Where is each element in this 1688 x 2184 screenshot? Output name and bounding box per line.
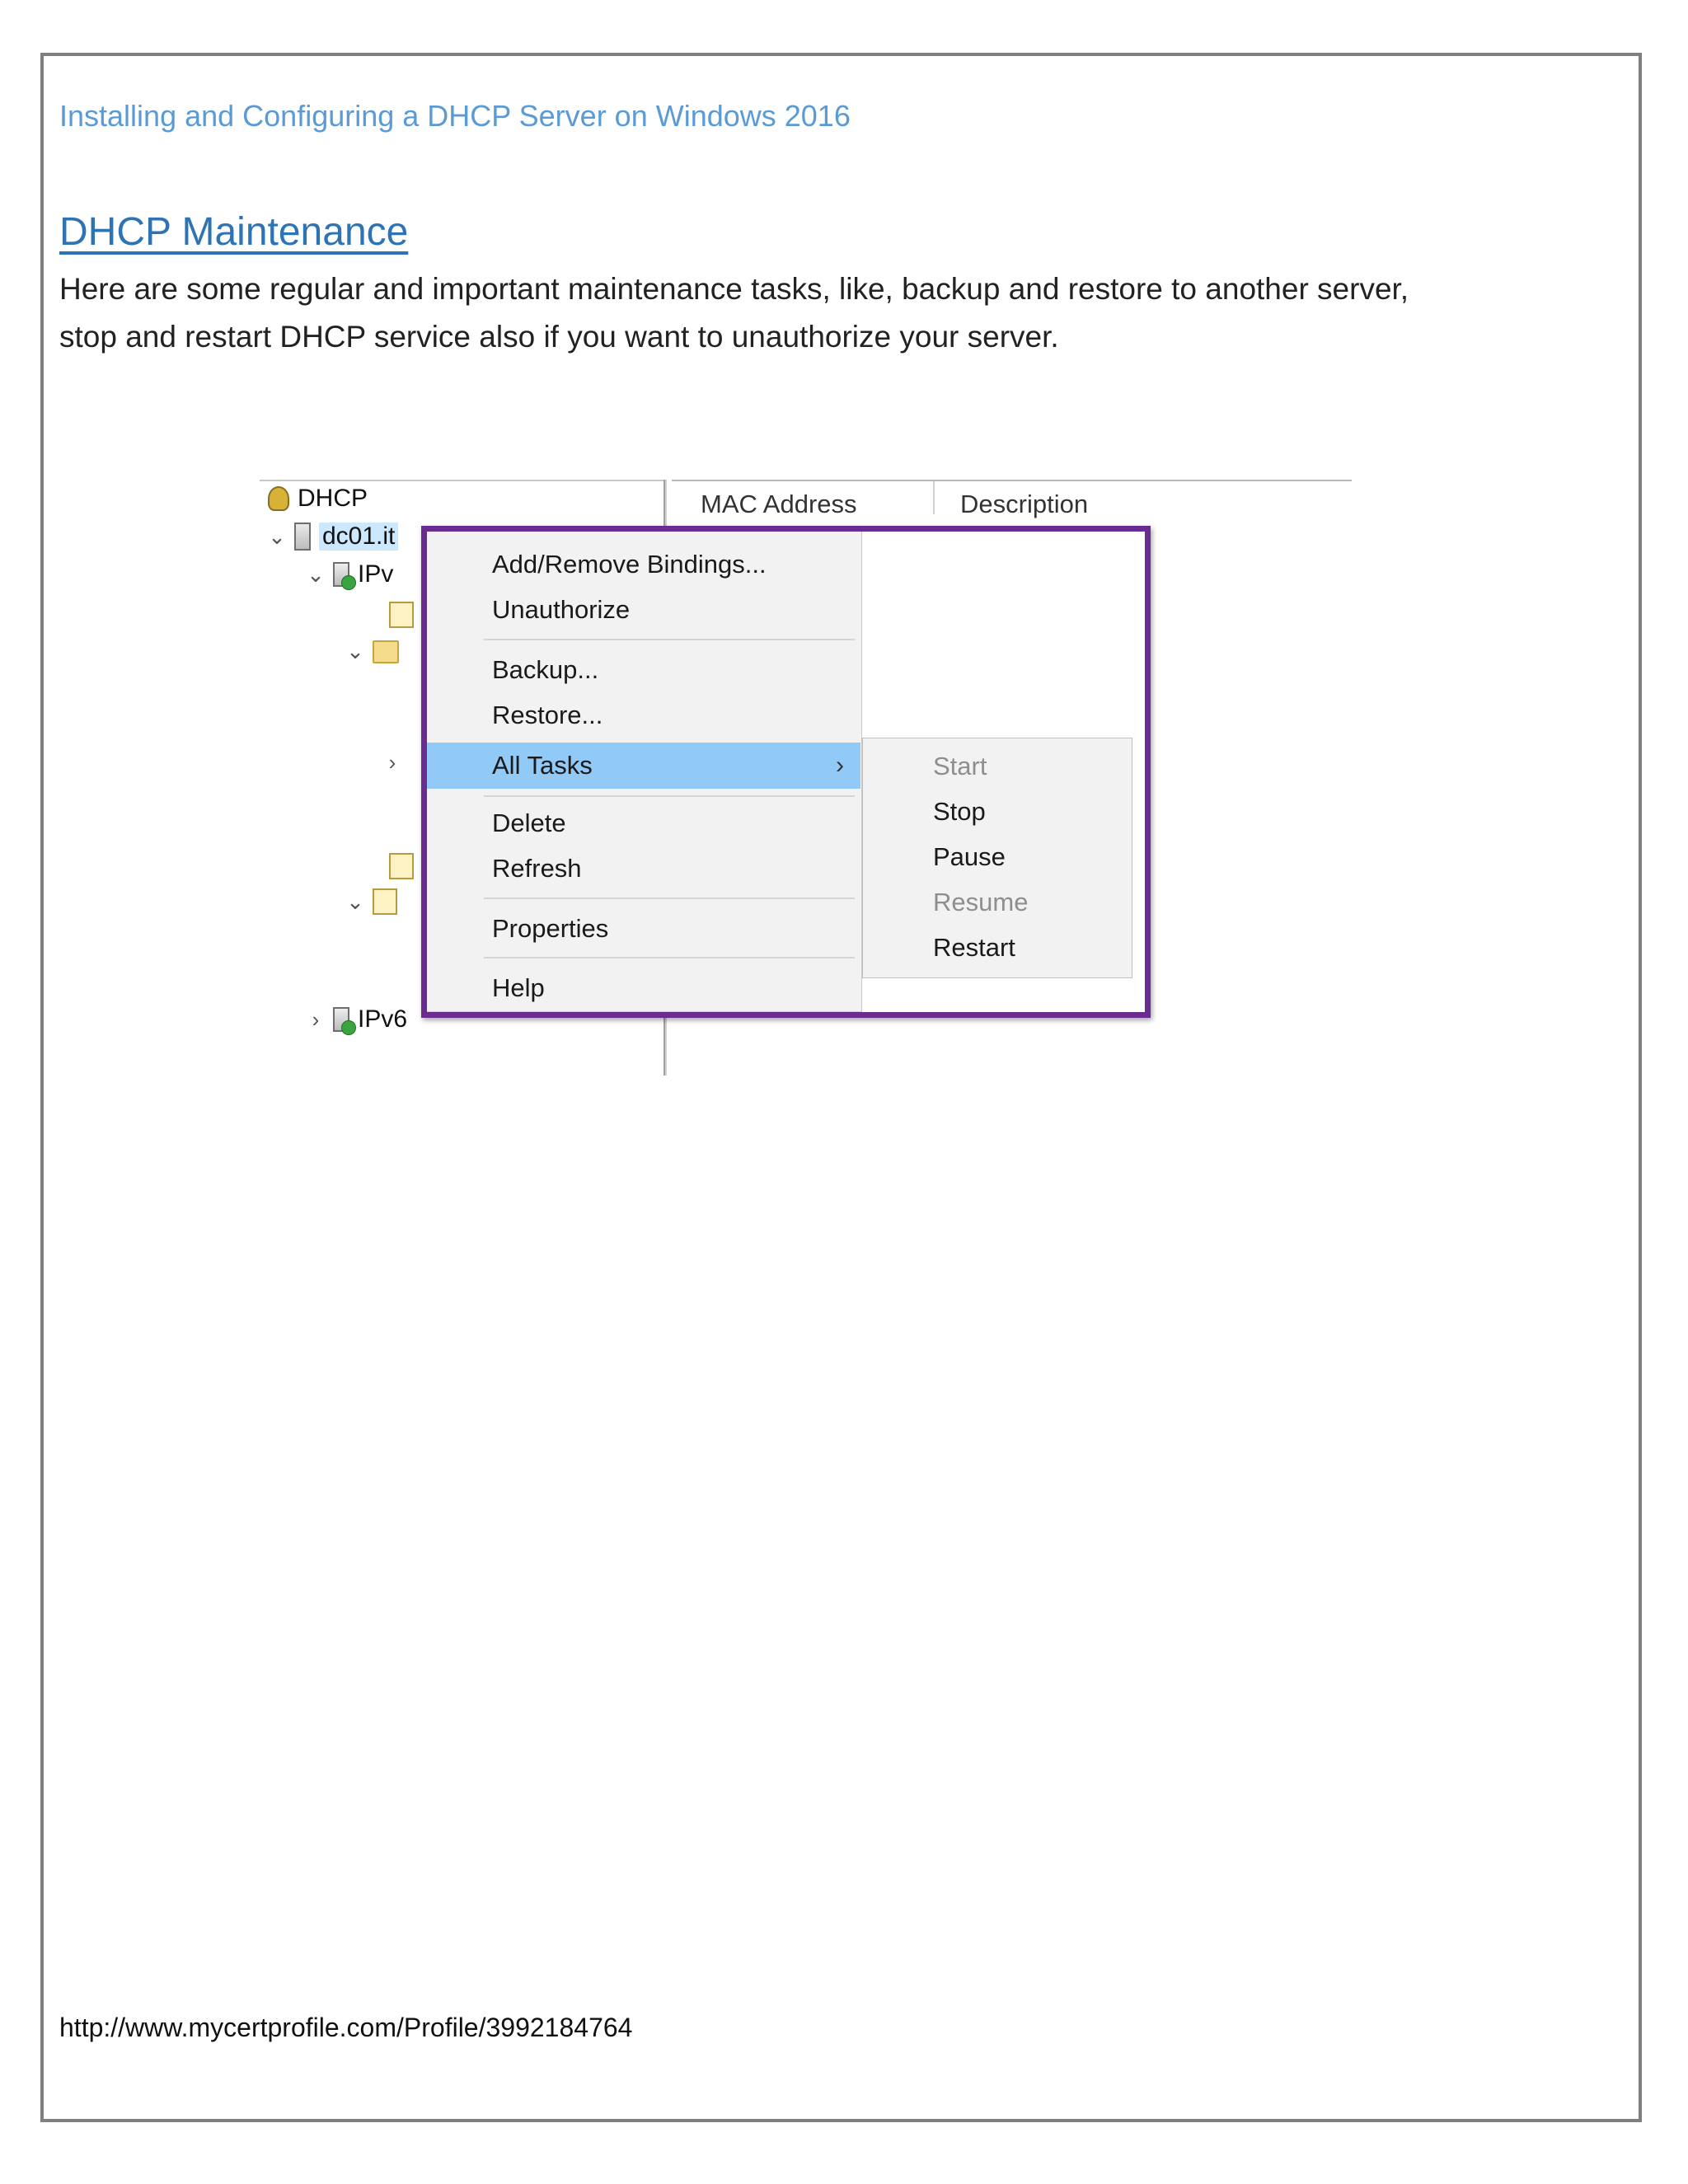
divider xyxy=(672,480,1352,481)
menu-item-delete[interactable]: Delete xyxy=(492,808,566,837)
menu-item-all-tasks[interactable] xyxy=(422,743,860,789)
menu-item-restore[interactable]: Restore... xyxy=(492,701,603,729)
menu-separator xyxy=(484,639,855,640)
tree-node-label: IPv6 xyxy=(358,1005,408,1033)
chevron-down-icon[interactable]: ⌄ xyxy=(268,523,286,549)
section-title: DHCP Maintenance xyxy=(59,210,409,254)
intro-paragraph xyxy=(59,265,1609,361)
tree-node-label: IPv xyxy=(358,560,394,588)
menu-item-help[interactable]: Help xyxy=(492,973,545,1002)
menu-item-properties[interactable]: Properties xyxy=(492,914,609,943)
submenu-item-resume[interactable]: Resume xyxy=(933,888,1029,916)
chevron-down-icon[interactable]: ⌄ xyxy=(346,639,364,663)
submenu-item-start[interactable]: Start xyxy=(933,752,987,780)
context-menu xyxy=(421,526,862,1012)
chevron-right-icon[interactable]: › xyxy=(312,1006,320,1032)
chevron-right-icon: › xyxy=(836,752,844,779)
filter-icon xyxy=(373,888,397,915)
all-tasks-submenu xyxy=(862,738,1132,978)
tree-node-scope[interactable] xyxy=(346,639,407,664)
menu-separator xyxy=(484,957,855,958)
ipv4-icon xyxy=(333,562,349,587)
column-separator[interactable] xyxy=(933,481,935,514)
submenu-item-restart[interactable]: Restart xyxy=(933,933,1015,962)
submenu-item-stop[interactable]: Stop xyxy=(933,797,986,826)
tree-node-dhcp[interactable] xyxy=(260,485,368,513)
tree-node-policies[interactable] xyxy=(381,853,422,879)
tree-node-server[interactable] xyxy=(268,523,398,551)
chevron-down-icon[interactable]: ⌄ xyxy=(346,888,364,914)
chevron-down-icon[interactable]: ⌄ xyxy=(307,561,325,587)
page-border xyxy=(40,53,1642,2122)
column-header-mac[interactable]: MAC Address xyxy=(701,490,857,518)
menu-item-refresh[interactable]: Refresh xyxy=(492,854,582,883)
intro-line: stop and restart DHCP service also if you want to unauthorize your server. xyxy=(59,320,1059,354)
menu-separator xyxy=(484,898,855,899)
tree-node-filters[interactable] xyxy=(346,888,406,915)
menu-item-backup[interactable]: Backup... xyxy=(492,655,599,684)
chevron-right-icon[interactable]: › xyxy=(388,750,396,775)
menu-item-add-remove-bindings[interactable]: Add/Remove Bindings... xyxy=(492,550,767,579)
dhcp-icon xyxy=(268,486,289,511)
policy-icon xyxy=(389,853,414,879)
divider xyxy=(260,480,663,481)
tree-node-label: DHCP xyxy=(298,485,368,512)
tree-node-collapsed[interactable] xyxy=(383,750,401,776)
column-header-description[interactable]: Description xyxy=(960,490,1089,518)
menu-item-unauthorize[interactable]: Unauthorize xyxy=(492,595,631,624)
tree-node-label: dc01.it xyxy=(319,523,398,551)
tree-node-ipv6[interactable] xyxy=(307,1005,407,1033)
tree-node-ipv4[interactable] xyxy=(307,560,393,588)
options-icon xyxy=(389,602,414,628)
intro-line: Here are some regular and important maintenance tasks, like, backup and restore to another server, xyxy=(59,272,1409,306)
ipv6-icon xyxy=(333,1007,349,1032)
server-icon xyxy=(294,523,311,551)
submenu-item-pause[interactable]: Pause xyxy=(933,842,1006,871)
menu-item-label: All Tasks xyxy=(492,751,593,780)
dhcp-console-screenshot xyxy=(260,470,1352,1076)
folder-icon xyxy=(373,640,399,663)
tree-node-server-options[interactable] xyxy=(381,602,422,628)
menu-separator xyxy=(484,795,855,797)
footer-url[interactable]: http://www.mycertprofile.com/Profile/3992184764 xyxy=(59,2013,633,2042)
document-header: Installing and Configuring a DHCP Server on Windows 2016 xyxy=(59,99,851,133)
